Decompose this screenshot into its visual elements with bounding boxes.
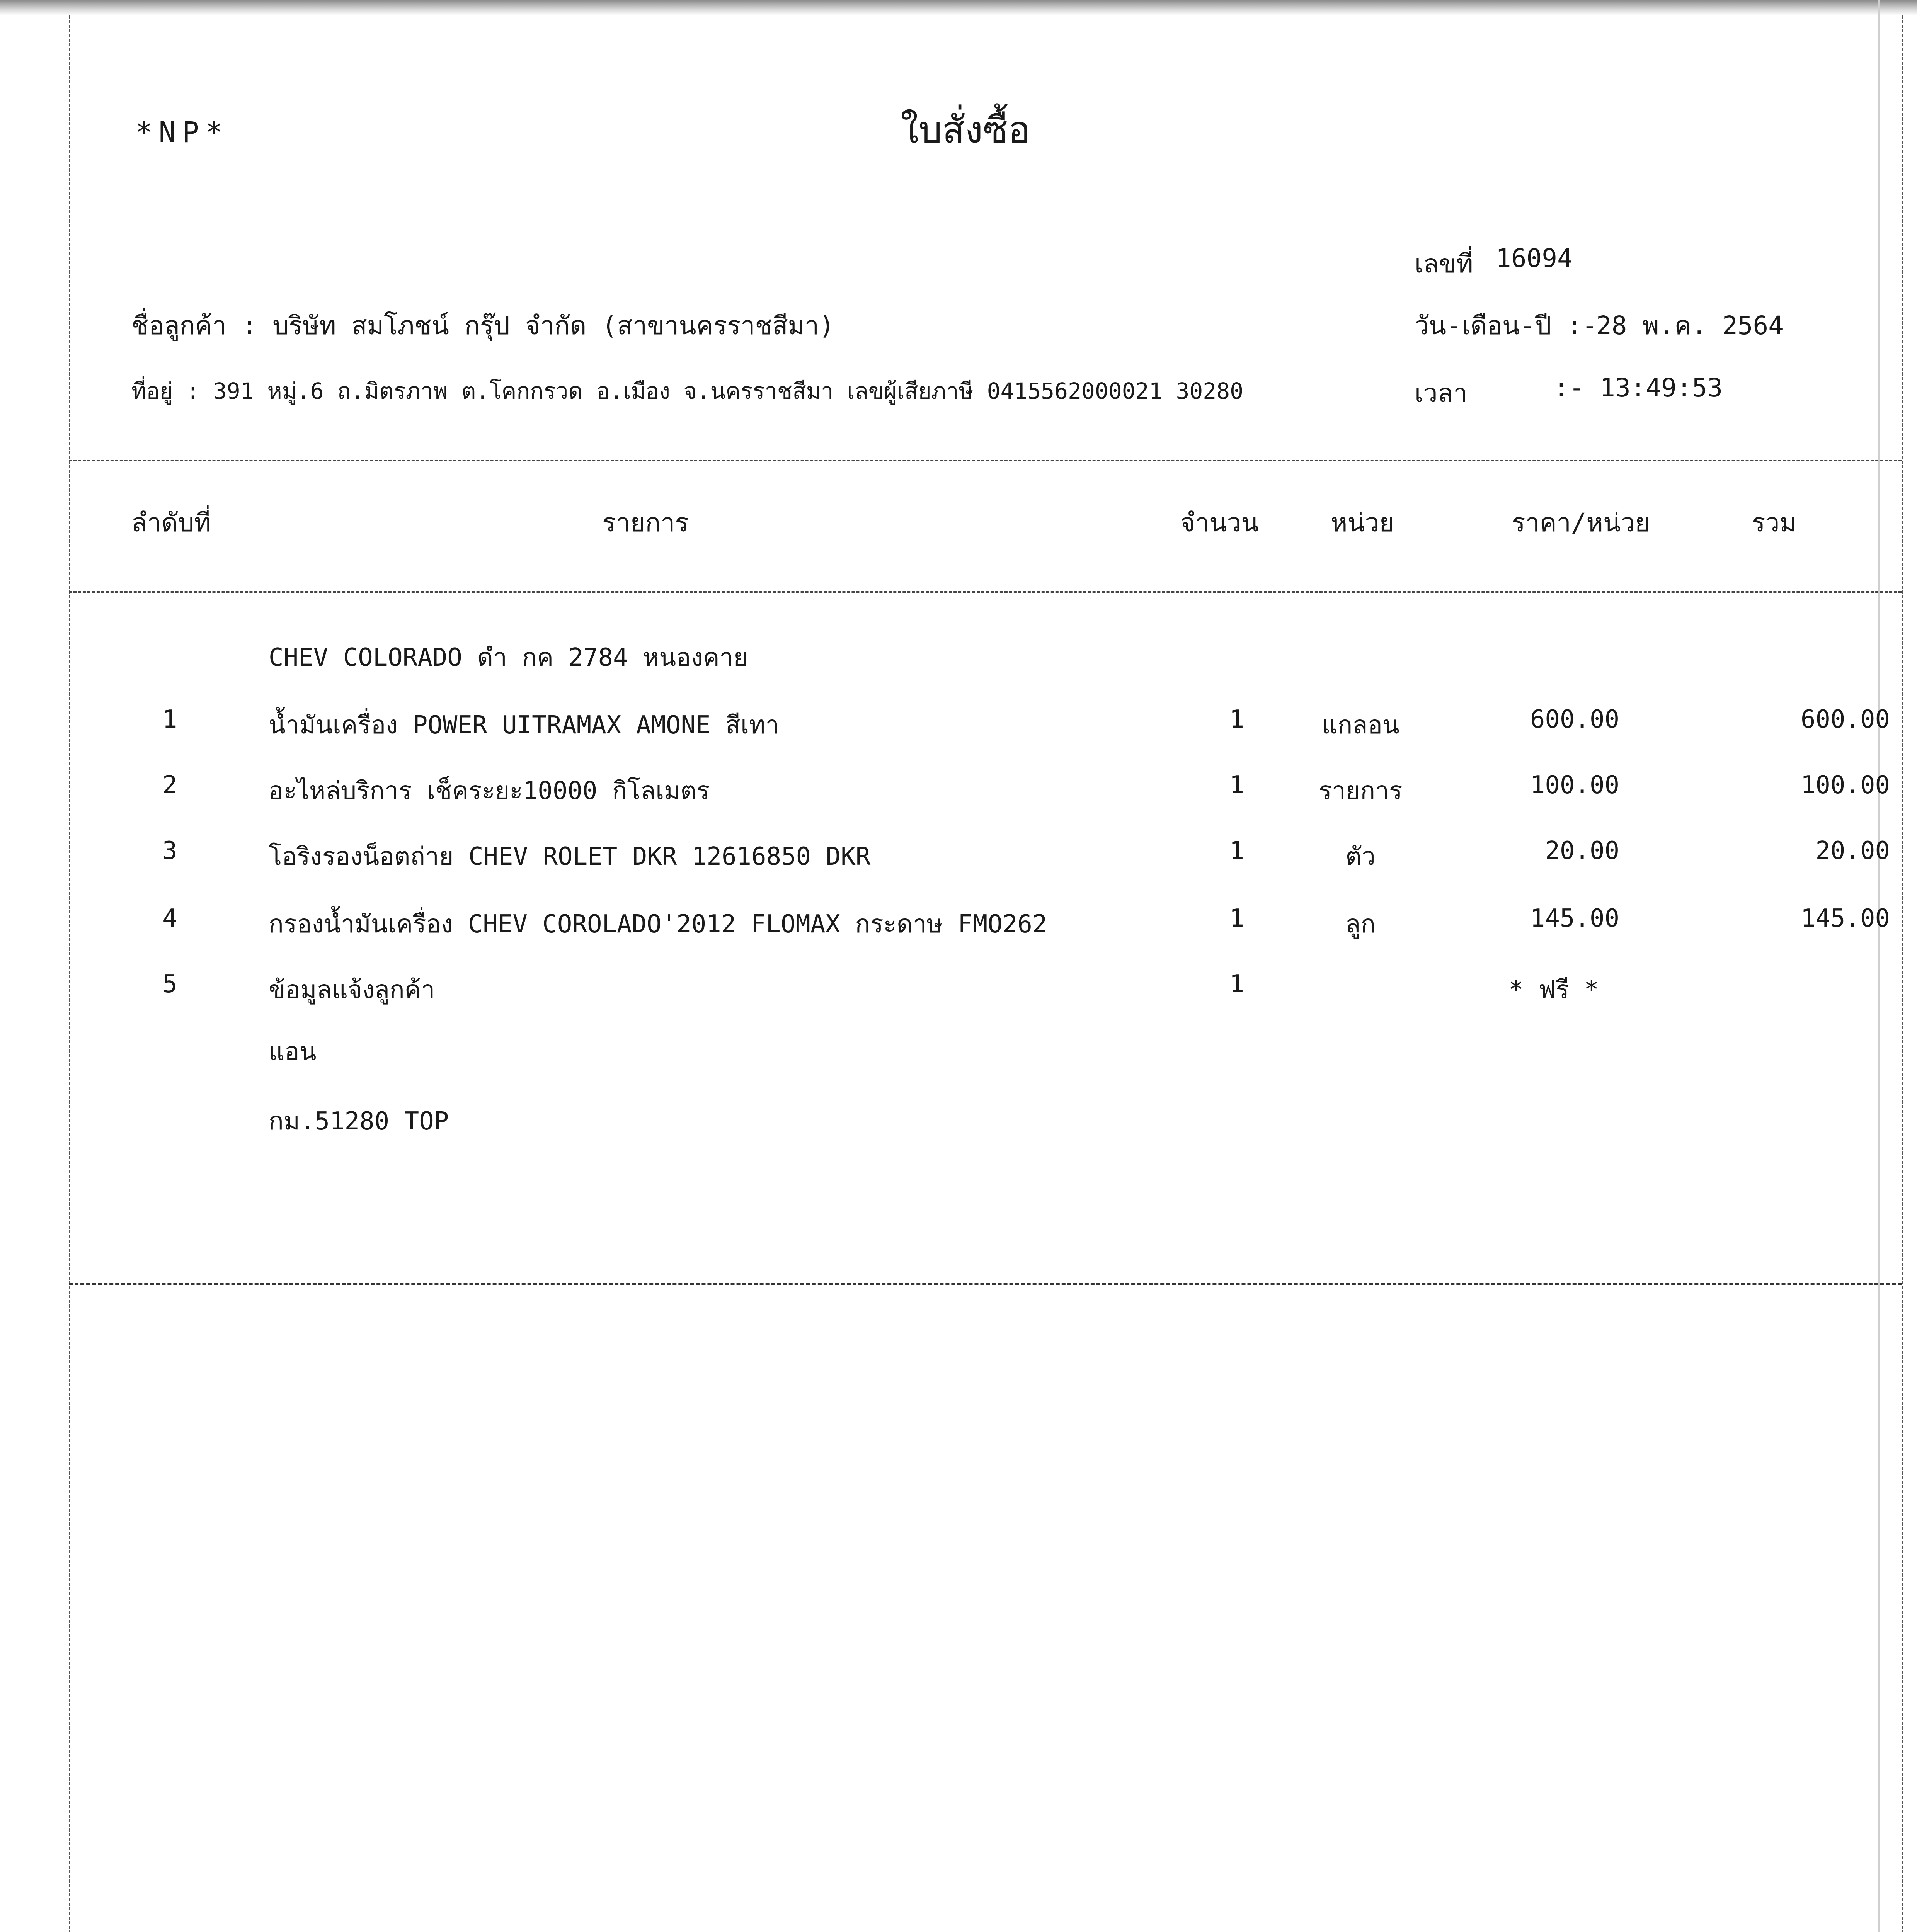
col-header-unit: หน่วย xyxy=(1330,508,1394,537)
table-header-divider xyxy=(69,591,1902,593)
row-price: 145.00 xyxy=(1530,904,1619,933)
note-line: กม.51280 TOP xyxy=(269,1107,449,1136)
row-total: 145.00 xyxy=(1800,904,1890,933)
row-unit: รายการ xyxy=(1318,777,1403,805)
np-mark: *NP* xyxy=(135,116,229,149)
col-header-qty: จำนวน xyxy=(1180,508,1259,537)
row-price: * ฟรี * xyxy=(1508,976,1599,1004)
time-value: :- 13:49:53 xyxy=(1554,373,1723,403)
note-line: แอน xyxy=(269,1037,317,1066)
scan-right-edge-line xyxy=(1878,0,1880,1932)
row-unit: ตัว xyxy=(1345,842,1376,871)
row-qty: 1 xyxy=(1229,771,1245,799)
row-total: 100.00 xyxy=(1800,771,1890,799)
row-total: 600.00 xyxy=(1800,705,1890,734)
row-price: 20.00 xyxy=(1545,837,1619,865)
row-item: ข้อมูลแจ้งลูกค้า xyxy=(269,976,435,1004)
row-item: น้ำมันเครื่อง POWER UITRAMAX AMONE สีเทา xyxy=(269,711,780,740)
col-header-item: รายการ xyxy=(602,508,689,537)
form-right-border xyxy=(1902,15,1903,1932)
col-header-total: รวม xyxy=(1751,508,1796,537)
row-item: กรองน้ำมันเครื่อง CHEV COROLADO'2012 FLOMAX กระดาษ FMO262 xyxy=(269,910,1047,939)
row-no: 3 xyxy=(162,837,177,865)
time-label: เวลา xyxy=(1415,378,1468,408)
items-section-divider xyxy=(69,1283,1902,1285)
row-no: 2 xyxy=(162,771,177,799)
row-total: 20.00 xyxy=(1815,837,1890,865)
row-no: 4 xyxy=(162,904,177,933)
row-unit: แกลอน xyxy=(1321,711,1399,740)
row-price: 100.00 xyxy=(1530,771,1619,799)
row-qty: 1 xyxy=(1229,705,1245,734)
vehicle-line: CHEV COLORADO ดำ กค 2784 หนองคาย xyxy=(269,643,748,672)
row-no: 5 xyxy=(162,970,177,998)
date-value: 28 พ.ค. 2564 xyxy=(1596,311,1784,340)
row-no: 1 xyxy=(162,705,177,734)
col-header-no: ลำดับที่ xyxy=(131,508,211,537)
form-left-border xyxy=(69,15,70,1932)
customer-address: ที่อยู่ : 391 หมู่.6 ถ.มิตรภาพ ต.โคกกรวด อ.เมือง จ.นครราชสีมา เลขผู้เสียภาษี 0415562000021 30280 xyxy=(131,378,1244,404)
row-qty: 1 xyxy=(1229,904,1245,933)
customer-name: ชื่อลูกค้า : บริษัท สมโภชน์ กรุ๊ป จำกัด (สาขานครราชสีมา) xyxy=(131,311,834,340)
row-qty: 1 xyxy=(1229,837,1245,865)
row-item: โอริงรองน็อตถ่าย CHEV ROLET DKR 12616850 DKR xyxy=(269,842,871,871)
scan-top-edge xyxy=(0,0,1917,15)
row-unit: ลูก xyxy=(1345,910,1376,939)
col-header-price: ราคา/หน่วย xyxy=(1512,508,1650,537)
header-divider xyxy=(69,460,1902,461)
doc-no-label: เลขที่ xyxy=(1415,249,1473,279)
row-qty: 1 xyxy=(1229,970,1245,998)
doc-no: 16094 xyxy=(1496,243,1573,273)
row-price: 600.00 xyxy=(1530,705,1619,734)
date-label: วัน-เดือน-ปี :- xyxy=(1415,311,1597,340)
document-title: ใบสั่งซื้อ xyxy=(901,108,1031,151)
row-item: อะไหล่บริการ เช็คระยะ10000 กิโลเมตร xyxy=(269,777,710,805)
